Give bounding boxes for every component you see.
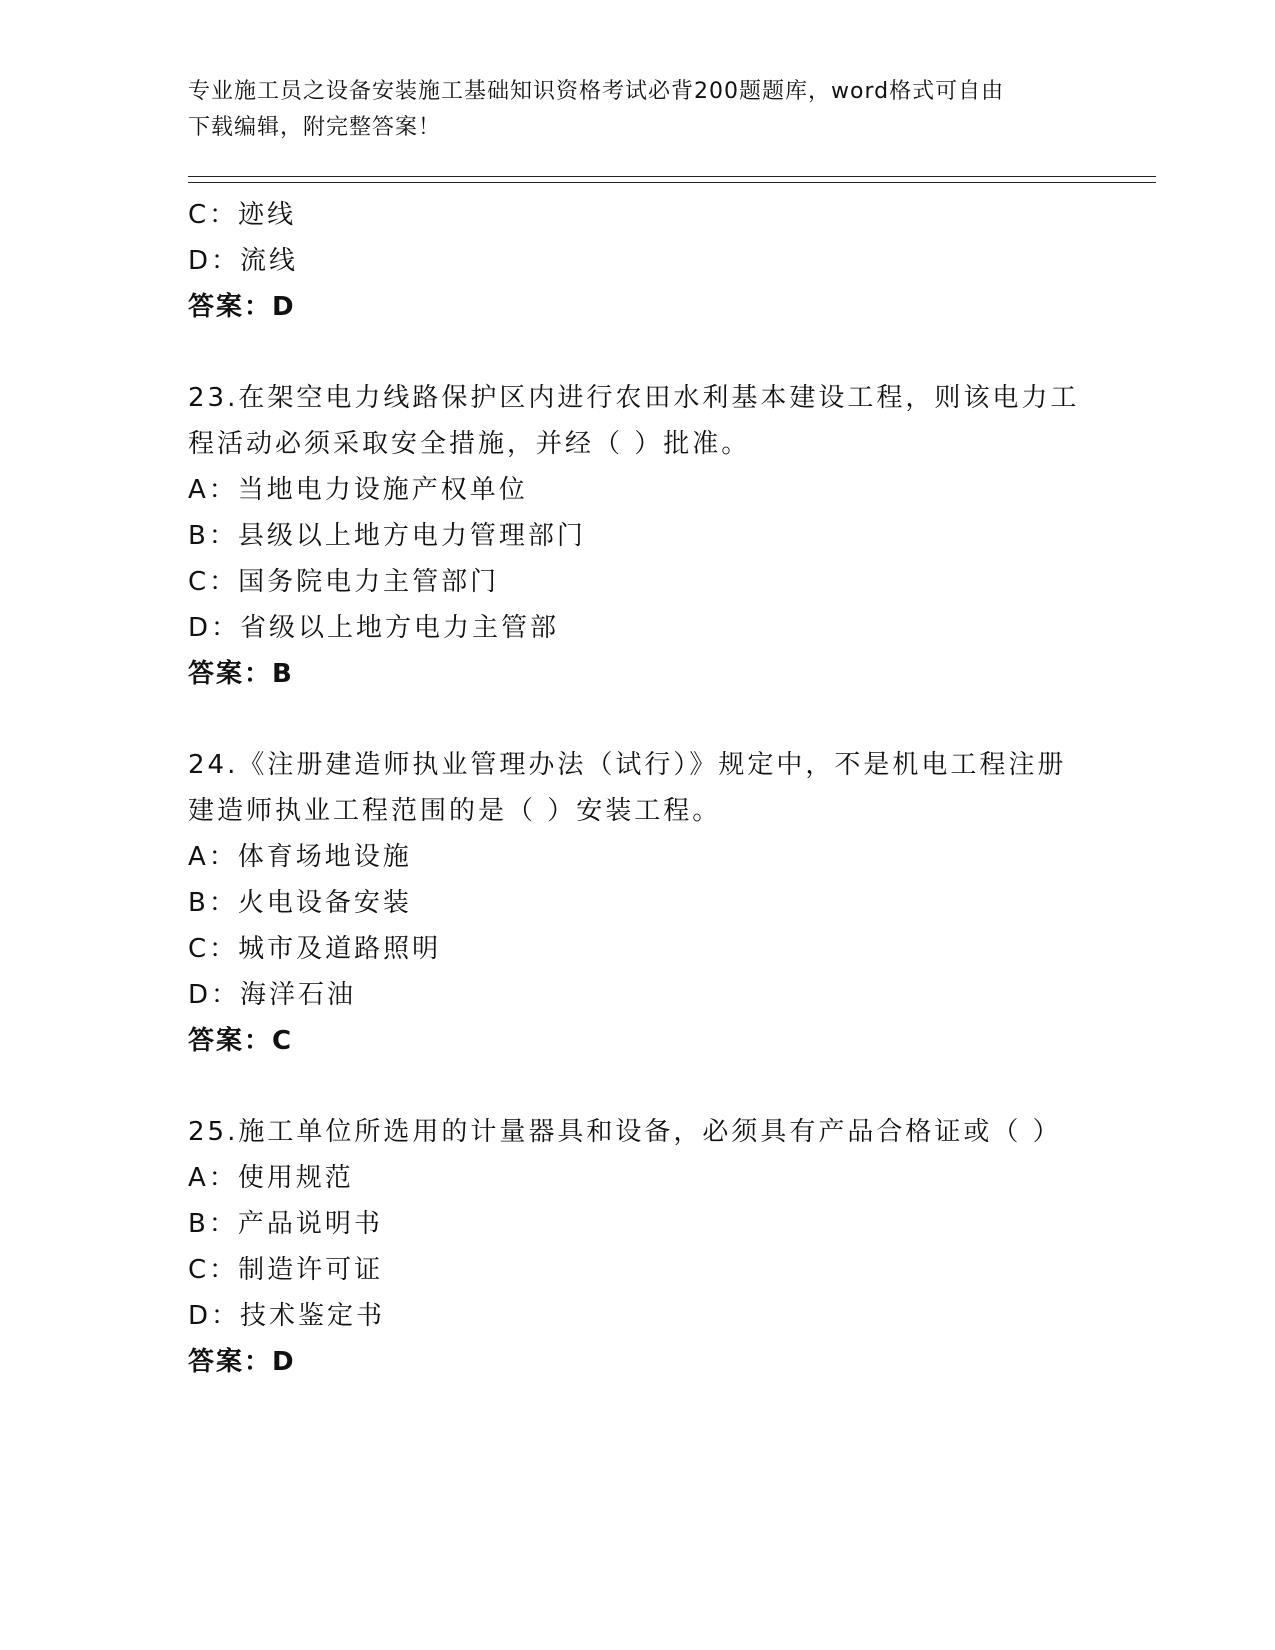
- option-b: B：县级以上地方电力管理部门: [188, 521, 586, 551]
- answer-line: 答案：D: [188, 292, 296, 322]
- question-stem-line: 25.施工单位所选用的计量器具和设备，必须具有产品合格证或（ ）: [188, 1117, 1062, 1147]
- question-23: [188, 375, 1088, 697]
- question-25: [188, 1109, 1088, 1385]
- spacer: [188, 697, 1088, 742]
- option-c: C：城市及道路照明: [188, 934, 442, 964]
- question-stem-line: 23.在架空电力线路保护区内进行农田水利基本建设工程，则该电力工: [188, 383, 1080, 413]
- option-b: B：火电设备安装: [188, 888, 412, 918]
- question-list: [188, 192, 1088, 1385]
- question-stem-line: 建造师执业工程范围的是（ ）安装工程。: [188, 796, 722, 826]
- option-d: D：海洋石油: [188, 980, 357, 1010]
- option-a: A：当地电力设施产权单位: [188, 475, 528, 505]
- spacer: [188, 330, 1088, 375]
- spacer: [188, 1064, 1088, 1109]
- option-d: D：流线: [188, 246, 299, 276]
- header-line-1: 专业施工员之设备安装施工基础知识资格考试必背200题题库，word格式可自由: [188, 79, 1005, 104]
- option-d: D：省级以上地方电力主管部: [188, 613, 560, 643]
- option-a: A：体育场地设施: [188, 842, 412, 872]
- header-line-2: 下载编辑，附完整答案！: [188, 115, 442, 140]
- option-c: C：迹线: [188, 200, 297, 230]
- carryover-question: [188, 192, 1088, 330]
- option-d: D：技术鉴定书: [188, 1301, 386, 1331]
- option-a: A：使用规范: [188, 1163, 354, 1193]
- header-divider-top: [188, 176, 1156, 177]
- option-c: C：国务院电力主管部门: [188, 567, 500, 597]
- option-b: B：产品说明书: [188, 1209, 383, 1239]
- header-divider-bottom: [188, 182, 1156, 183]
- question-24: [188, 742, 1088, 1064]
- question-stem-line: 24.《注册建造师执业管理办法（试行）》规定中，不是机电工程注册: [188, 750, 1067, 780]
- answer-line: 答案：B: [188, 659, 294, 689]
- answer-line: 答案：C: [188, 1026, 294, 1056]
- answer-line: 答案：D: [188, 1347, 296, 1377]
- option-c: C：制造许可证: [188, 1255, 384, 1285]
- document-header: [188, 74, 1088, 146]
- question-stem-line: 程活动必须采取安全措施，并经（ ）批准。: [188, 429, 751, 459]
